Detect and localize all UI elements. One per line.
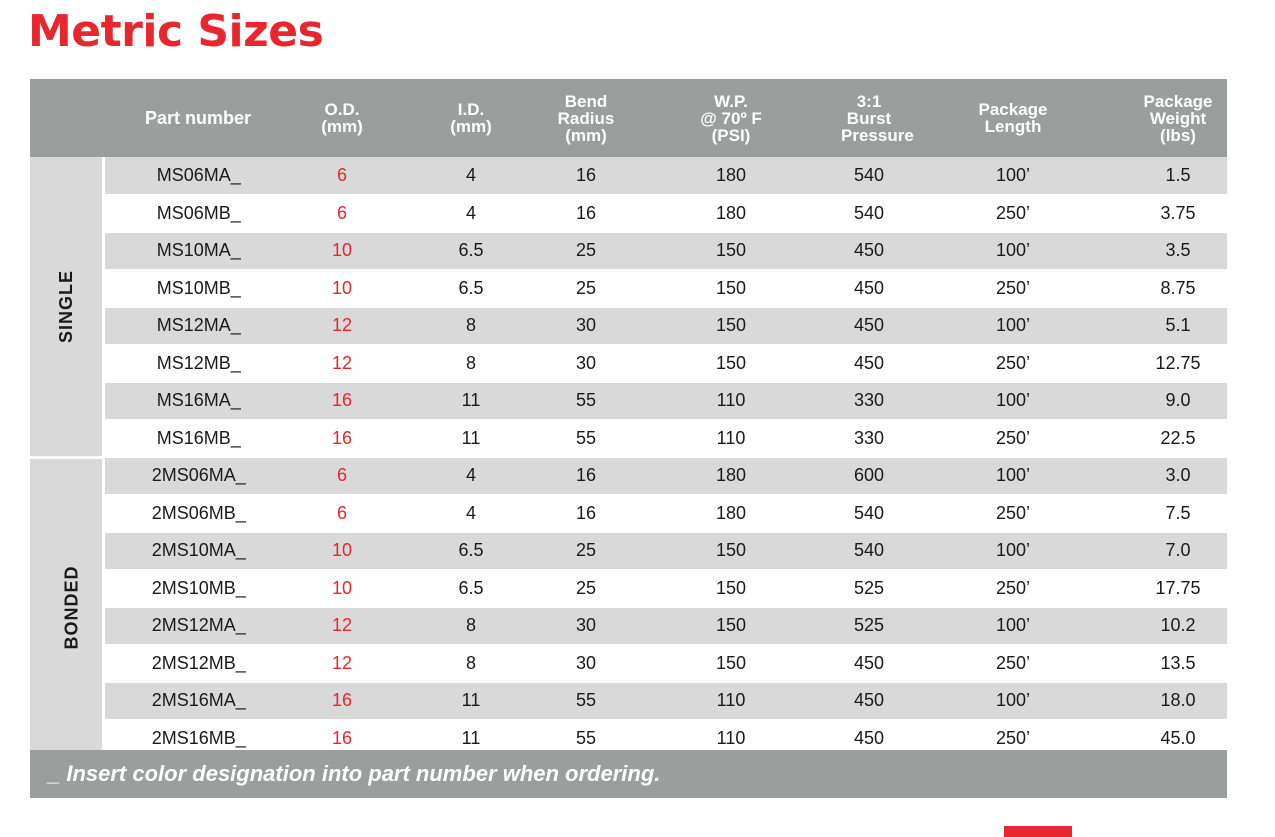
od-cell: 16 (293, 420, 391, 458)
working-pressure-cell: 150 (621, 307, 841, 345)
table-row (30, 607, 1227, 645)
burst-pressure-cell: 330 (841, 382, 897, 420)
id-cell: 4 (391, 457, 551, 495)
part-number-cell: 2MS10MB_ (103, 570, 293, 608)
bend-radius-cell: 25 (551, 232, 621, 270)
bend-radius-cell: 55 (551, 682, 621, 720)
table-row (30, 532, 1227, 570)
part-number-cell: MS16MB_ (103, 420, 293, 458)
part-number-cell: 2MS06MB_ (103, 495, 293, 533)
group-label: SINGLE (56, 269, 77, 343)
group-label-cell (30, 457, 103, 757)
working-pressure-cell: 110 (621, 682, 841, 720)
bend-radius-cell: 25 (551, 270, 621, 308)
bend-radius-cell: 30 (551, 307, 621, 345)
header-burst-line: 3:1 (856, 91, 882, 111)
header-bend-radius (551, 79, 621, 157)
id-cell: 6.5 (391, 570, 551, 608)
package-length-cell: 100’ (897, 232, 1129, 270)
bend-radius-cell: 16 (551, 457, 621, 495)
bend-radius-cell: 30 (551, 345, 621, 383)
package-weight-cell: 5.1 (1129, 307, 1227, 345)
burst-pressure-cell: 450 (841, 232, 897, 270)
part-number-cell: MS10MA_ (103, 232, 293, 270)
od-cell: 10 (293, 232, 391, 270)
package-weight-cell: 7.5 (1129, 495, 1227, 533)
package-length-cell: 100’ (897, 457, 1129, 495)
table-row (30, 382, 1227, 420)
working-pressure-cell: 150 (621, 645, 841, 683)
burst-pressure-cell: 525 (841, 607, 897, 645)
package-weight-cell: 8.75 (1129, 270, 1227, 308)
table-row (30, 495, 1227, 533)
table-row (30, 270, 1227, 308)
footnote-bar (30, 750, 1227, 798)
table-row (30, 195, 1227, 233)
part-number-cell: 2MS12MB_ (103, 645, 293, 683)
metric-sizes-table (30, 79, 1227, 759)
package-length-cell: 100’ (897, 382, 1129, 420)
header-wp-line: @ 70º F (700, 108, 762, 128)
burst-pressure-cell: 540 (841, 157, 897, 195)
table-row (30, 307, 1227, 345)
part-number-cell: MS10MB_ (103, 270, 293, 308)
package-weight-cell: 12.75 (1129, 345, 1227, 383)
working-pressure-cell: 180 (621, 157, 841, 195)
od-cell: 16 (293, 720, 391, 758)
id-cell: 11 (391, 420, 551, 458)
part-number-cell: MS16MA_ (103, 382, 293, 420)
header-part-number: Part number (144, 107, 252, 128)
id-cell: 8 (391, 645, 551, 683)
id-cell: 4 (391, 495, 551, 533)
package-weight-cell: 22.5 (1129, 420, 1227, 458)
package-length-cell: 250’ (897, 195, 1129, 233)
group-label-cell (30, 157, 103, 457)
table-body (30, 157, 1227, 757)
header-weight-line: Weight (1149, 108, 1207, 128)
bend-radius-cell: 30 (551, 645, 621, 683)
od-cell: 10 (293, 270, 391, 308)
id-cell: 6.5 (391, 270, 551, 308)
package-weight-cell: 9.0 (1129, 382, 1227, 420)
table-row (30, 682, 1227, 720)
burst-pressure-cell: 540 (841, 532, 897, 570)
working-pressure-cell: 150 (621, 607, 841, 645)
od-cell: 6 (293, 157, 391, 195)
header-working-pressure (621, 79, 841, 157)
part-number-cell: MS12MA_ (103, 307, 293, 345)
header-bend-line: Radius (557, 108, 615, 128)
id-cell: 11 (391, 682, 551, 720)
package-weight-cell: 10.2 (1129, 607, 1227, 645)
package-weight-cell: 3.75 (1129, 195, 1227, 233)
package-length-cell: 250’ (897, 270, 1129, 308)
part-number-cell: 2MS10MA_ (103, 532, 293, 570)
header-wp-line: W.P. (714, 91, 748, 111)
package-weight-cell: 45.0 (1129, 720, 1227, 758)
burst-pressure-cell: 330 (841, 420, 897, 458)
header-id (391, 79, 551, 157)
package-weight-cell: 7.0 (1129, 532, 1227, 570)
header-weight-line: Package (1143, 91, 1213, 111)
id-cell: 8 (391, 607, 551, 645)
table-row (30, 232, 1227, 270)
working-pressure-cell: 150 (621, 270, 841, 308)
id-cell: 4 (391, 195, 551, 233)
header-length-line: Length (984, 117, 1042, 136)
group-label: BONDED (61, 564, 82, 650)
id-cell: 8 (391, 307, 551, 345)
package-length-cell: 100’ (897, 532, 1129, 570)
working-pressure-cell: 180 (621, 495, 841, 533)
od-cell: 12 (293, 607, 391, 645)
footnote-text: _ Insert color designation into part number when ordering. (48, 761, 661, 786)
burst-pressure-cell: 525 (841, 570, 897, 608)
od-cell: 16 (293, 682, 391, 720)
part-number-cell: 2MS16MA_ (103, 682, 293, 720)
burst-pressure-cell: 540 (841, 495, 897, 533)
package-length-cell: 100’ (897, 307, 1129, 345)
burst-pressure-cell: 540 (841, 195, 897, 233)
working-pressure-cell: 150 (621, 532, 841, 570)
bend-radius-cell: 16 (551, 495, 621, 533)
package-length-cell: 250’ (897, 645, 1129, 683)
working-pressure-cell: 150 (621, 345, 841, 383)
burst-pressure-cell: 450 (841, 645, 897, 683)
od-cell: 10 (293, 570, 391, 608)
od-cell: 12 (293, 345, 391, 383)
working-pressure-cell: 110 (621, 420, 841, 458)
package-weight-cell: 1.5 (1129, 157, 1227, 195)
id-cell: 6.5 (391, 532, 551, 570)
table-row (30, 157, 1227, 195)
burst-pressure-cell: 450 (841, 345, 897, 383)
id-cell: 8 (391, 345, 551, 383)
burst-pressure-cell: 450 (841, 720, 897, 758)
bend-radius-cell: 25 (551, 570, 621, 608)
package-weight-cell: 13.5 (1129, 645, 1227, 683)
package-length-cell: 100’ (897, 607, 1129, 645)
table-row (30, 570, 1227, 608)
header-burst-pressure (841, 79, 914, 157)
od-cell: 12 (293, 645, 391, 683)
part-number-cell: 2MS12MA_ (103, 607, 293, 645)
working-pressure-cell: 180 (621, 457, 841, 495)
header-id-line: (mm) (450, 117, 492, 136)
bend-radius-cell: 55 (551, 720, 621, 758)
part-number-cell: 2MS06MA_ (103, 457, 293, 495)
bend-radius-cell: 16 (551, 157, 621, 195)
working-pressure-cell: 180 (621, 195, 841, 233)
part-number-cell: MS06MB_ (103, 195, 293, 233)
header-burst-line: Burst (846, 108, 892, 128)
burst-pressure-cell: 450 (841, 682, 897, 720)
header-length-line: Package (978, 100, 1048, 119)
table-header (30, 79, 1227, 157)
red-corner-bar (1004, 826, 1072, 837)
package-length-cell: 250’ (897, 570, 1129, 608)
package-length-cell: 100’ (897, 157, 1129, 195)
bend-radius-cell: 55 (551, 382, 621, 420)
id-cell: 6.5 (391, 232, 551, 270)
page-title: Metric Sizes (28, 6, 324, 57)
working-pressure-cell: 150 (621, 570, 841, 608)
header-bend-line: Bend (564, 91, 608, 111)
header-od-line: (mm) (321, 117, 363, 136)
od-cell: 6 (293, 495, 391, 533)
id-cell: 11 (391, 720, 551, 758)
package-length-cell: 250’ (897, 420, 1129, 458)
od-cell: 16 (293, 382, 391, 420)
bend-radius-cell: 55 (551, 420, 621, 458)
part-number-cell: MS06MA_ (103, 157, 293, 195)
package-length-cell: 100’ (897, 682, 1129, 720)
header-burst-line: Pressure (841, 125, 914, 145)
od-cell: 10 (293, 532, 391, 570)
package-weight-cell: 3.0 (1129, 457, 1227, 495)
package-weight-cell: 17.75 (1129, 570, 1227, 608)
header-wp-line: (PSI) (711, 125, 751, 145)
bend-radius-cell: 30 (551, 607, 621, 645)
bend-radius-cell: 25 (551, 532, 621, 570)
id-cell: 11 (391, 382, 551, 420)
header-package-weight (1129, 79, 1227, 157)
header-bend-line: (mm) (565, 125, 607, 145)
burst-pressure-cell: 450 (841, 307, 897, 345)
header-package-length (897, 79, 1129, 157)
header-id-line: I.D. (457, 100, 485, 119)
burst-pressure-cell: 450 (841, 270, 897, 308)
package-length-cell: 250’ (897, 345, 1129, 383)
part-number-cell: MS12MB_ (103, 345, 293, 383)
working-pressure-cell: 150 (621, 232, 841, 270)
bend-radius-cell: 16 (551, 195, 621, 233)
package-weight-cell: 18.0 (1129, 682, 1227, 720)
od-cell: 6 (293, 195, 391, 233)
working-pressure-cell: 110 (621, 382, 841, 420)
table-row (30, 345, 1227, 383)
table-row (30, 420, 1227, 458)
package-length-cell: 250’ (897, 495, 1129, 533)
working-pressure-cell: 110 (621, 720, 841, 758)
table-row (30, 457, 1227, 495)
id-cell: 4 (391, 157, 551, 195)
header-weight-line: (lbs) (1160, 125, 1196, 145)
od-cell: 12 (293, 307, 391, 345)
od-cell: 6 (293, 457, 391, 495)
part-number-cell: 2MS16MB_ (103, 720, 293, 758)
package-weight-cell: 3.5 (1129, 232, 1227, 270)
header-group-blank (30, 79, 103, 157)
header-od-line: O.D. (324, 100, 360, 119)
burst-pressure-cell: 600 (841, 457, 897, 495)
package-length-cell: 250’ (897, 720, 1129, 758)
table-row (30, 645, 1227, 683)
header-od (293, 79, 391, 157)
